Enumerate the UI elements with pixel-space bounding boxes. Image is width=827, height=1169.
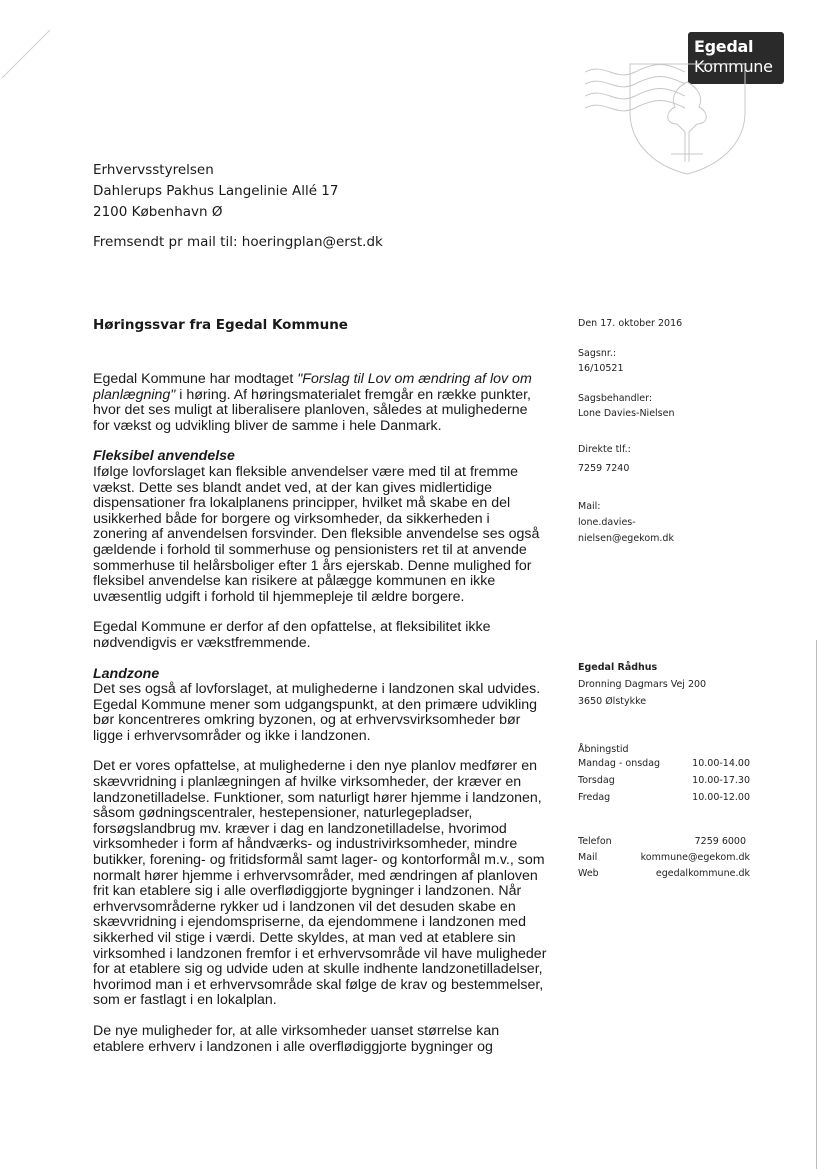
contact-label: Mail <box>578 852 598 863</box>
sent-line: Fremsendt pr mail til: hoeringplan@erst.dk <box>93 234 383 250</box>
handler-mail <box>578 499 674 547</box>
hours-day: Torsdag <box>578 775 615 786</box>
hours-time: 10.00-12.00 <box>692 792 750 803</box>
direct-phone <box>578 440 631 478</box>
paragraph: Det ses også af lovforslaget, at mulighederne i landzonen skal udvides. Egedal Kommune mener som udgangspunkt, at den primære udvikling bør koncentreres omkring byzonen, og at erhvervsvirksomheder bør ligge i erhvervsområder og ikke i landzonen. <box>93 681 541 744</box>
direct-phone-value: 7259 7240 <box>578 463 630 474</box>
contact-value: kommune@egekom.dk <box>640 852 750 863</box>
intro-text: i høring. Af høringsmaterialet fremgår en række punkter, hvor det ses muligt at liberalisere planloven, således at mulighederne for vækst og udvikling bliver de samme i hele Danmark. <box>93 386 531 434</box>
section-heading-landzone: Landzone <box>93 665 160 682</box>
recipient-line: 2100 København Ø <box>93 204 223 220</box>
contact-value: egedalkommune.dk <box>655 868 750 879</box>
case-number-value: 16/10521 <box>578 363 624 374</box>
town-hall-street: Dronning Dagmars Vej 200 <box>578 679 707 690</box>
crest-icon <box>585 62 770 182</box>
handler-mail-value: lone.davies- <box>578 517 636 528</box>
direct-phone-label: Direkte tlf.: <box>578 444 631 455</box>
bill-title: "Forslag til Lov om ændring af lov om planlægning" <box>93 371 532 403</box>
recipient-address <box>93 160 339 223</box>
subject-heading: Høringssvar fra Egedal Kommune <box>93 317 348 333</box>
recipient-line: Erhvervsstyrelsen <box>93 162 214 178</box>
hours-time: 10.00-17.30 <box>692 775 750 786</box>
recipient-line: Dahlerups Pakhus Langelinie Allé 17 <box>93 183 339 199</box>
letter-body <box>93 372 548 1055</box>
logo-line-2: Kommune <box>694 57 773 76</box>
intro-text: Egedal Kommune har modtaget <box>93 371 298 387</box>
contact-value: 7259 6000 <box>694 836 746 847</box>
letter-date: Den 17. oktober 2016 <box>578 318 683 329</box>
case-handler <box>578 391 675 421</box>
paragraph: De nye muligheder for, at alle virksomheder uanset størrelse kan etablere erhverv i landzonen i alle overflødiggjorte bygninger og <box>93 1022 500 1055</box>
case-handler-label: Sagsbehandler: <box>578 393 653 404</box>
logo-line-1: Egedal <box>694 37 754 56</box>
town-hall-city: 3650 Ølstykke <box>578 696 647 707</box>
hours-day: Fredag <box>578 792 611 803</box>
opening-hours-title: Åbningstid <box>578 744 629 755</box>
contact-label: Telefon <box>578 836 612 847</box>
scan-artifact <box>0 0 60 80</box>
handler-mail-value: nielsen@egekom.dk <box>578 533 674 544</box>
paragraph: Egedal Kommune er derfor af den opfattelse, at fleksibilitet ikke nødvendigvis er vækstfremmende. <box>93 619 491 651</box>
case-number <box>578 346 624 376</box>
hours-day: Mandag - onsdag <box>578 758 661 769</box>
town-hall-name: Egedal Rådhus <box>578 662 658 673</box>
scan-edge-line <box>816 640 817 1169</box>
handler-mail-label: Mail: <box>578 501 601 512</box>
case-number-label: Sagsnr.: <box>578 348 617 359</box>
case-handler-value: Lone Davies-Nielsen <box>578 408 675 419</box>
town-hall-address <box>578 659 706 710</box>
intro-paragraph <box>93 372 548 434</box>
contact-label: Web <box>578 868 599 879</box>
hours-time: 10.00-14.00 <box>692 758 750 769</box>
section-heading-fleksibel: Fleksibel anvendelse <box>93 448 235 465</box>
paragraph: Det er vores opfattelse, at mulighederne i den nye planlov medfører en skævvridning i planlægningen af hvilke virksomheder, der kræver en landzonetilladelse. Funktioner, som naturligt hører hjemme i landzonen, såsom gødningscentraler, hestepensioner, naturlegepladser, forsøgslandbrug mv. kræver i dag en landzonetilladelse, hvorimod virksomheder i form af håndværks- og industrivirksomheder, mindre butikker, forening- og fritidsformål samt lager- og kontorformål m.v., som normalt hører hjemme i erhvervsområder, med ændringen af planloven frit kan etablere sig i alle overflødiggjorte bygninger i landzonen. Når erhvervsområderne rykker ud i landzonen vil det desuden skabe en skævvridning i ejendomspriserne, da ejendommene i landzonen med sikkerhed vil stige i værdi. Dette skyldes, at man ved at etablere sin virksomhed i landzonen fremfor i et erhvervsområde vil have muligheder for at etablere sig og udvide uden at skulle indhente landzonetilladelser, hvorimod man i et erhvervsområde skal følge de krav og bestemmelser, som er fastlagt i en lokalplan. <box>93 758 547 1009</box>
paragraph: Ifølge lovforslaget kan fleksible anvendelser være med til at fremme vækst. Dette ses blandt andet ved, at der kan gives midlertidige dispensationer fra lokalplanens principper, hvilket må skabe en del usikkerhed både for borgere og virksomheder, da sikkerheden i zonering af anvendelsen forsvinder. Den fleksible anvendelse ses også gældende i forhold til sommerhuse og pensionisters ret til at anvende sommerhuse til helårsboliger efter 1 års ejerskab. Denne mulighed for fleksibel anvendelse kan risikere at pålægge kommunen en ikke uvæsentlig udgift i forhold til hjemmepleje til ældre borgere. <box>93 463 540 605</box>
